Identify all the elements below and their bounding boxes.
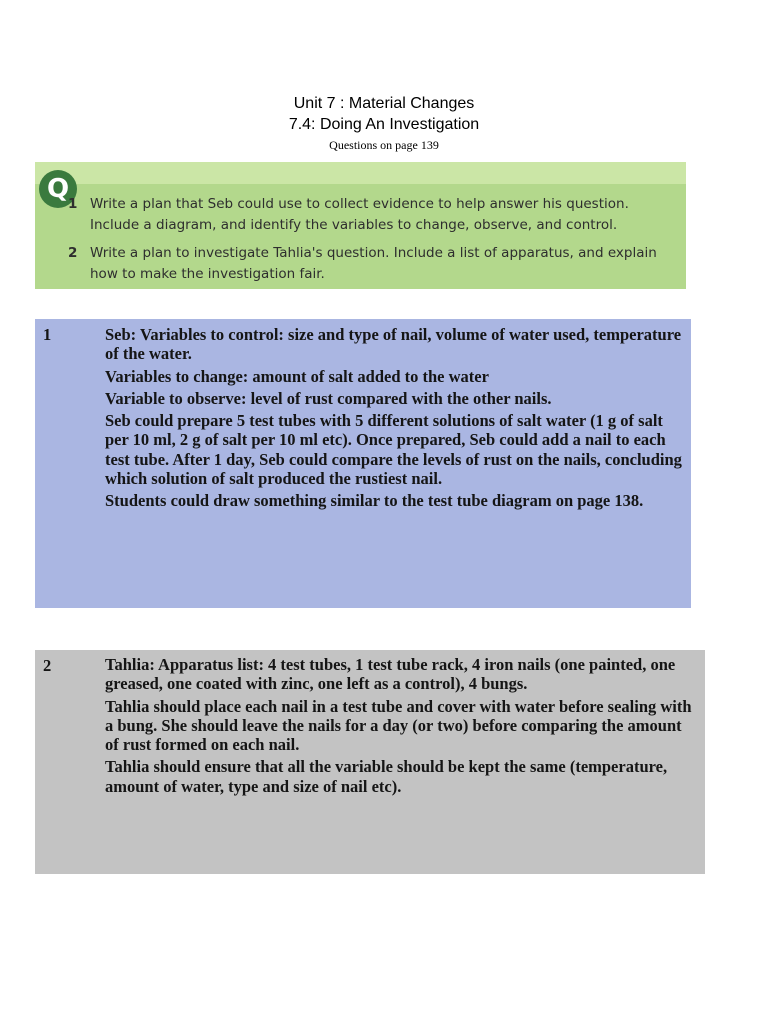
answer-block-1: [35, 319, 691, 608]
answer-paragraph: Seb: Variables to control: size and type of nail, volume of water used, temperature of the water.: [105, 325, 682, 364]
answer-paragraph: Tahlia should ensure that all the variable should be kept the same (temperature, amount of water, type and size of nail etc).: [105, 757, 668, 796]
answer-paragraph: Students could draw something similar to the test tube diagram on page 138.: [105, 491, 644, 511]
question-text: Write a plan to investigate Tahlia's question. Include a list of apparatus, and explain how to make the investigation fair.: [90, 245, 657, 282]
page-reference: Questions on page 139: [329, 138, 439, 152]
question-item: [68, 243, 673, 285]
answer-block-2: [35, 650, 705, 874]
questions-box: [35, 162, 686, 289]
lesson-title: 7.4: Doing An Investigation: [288, 116, 480, 133]
page-header: [0, 93, 768, 153]
question-badge-icon: Q: [39, 170, 77, 208]
question-item: [68, 194, 673, 236]
answer-paragraph: Seb could prepare 5 test tubes with 5 different solutions of salt water (1 g of salt per 10 ml, 2 g of salt per 10 ml etc). Once prepared, Seb could add a nail to each test tube. After 1 day, Seb could compare the levels of rust on the nails, concluding which solution of salt produced the rustiest nail.: [105, 411, 682, 489]
question-number: 2: [68, 245, 78, 261]
answer-paragraph: Tahlia should place each nail in a test tube and cover with water before sealing with a bung. She should leave the nails for a day (or two) before comparing the amount of rust formed on each nail.: [105, 696, 692, 755]
question-text: Write a plan that Seb could use to collect evidence to help answer his question. Include a diagram, and identify the variables to change, observe, and control.: [90, 196, 629, 233]
answer-body: [105, 655, 697, 796]
answer-number: 2: [43, 656, 52, 675]
answer-paragraph: Variables to change: amount of salt added to the water: [105, 366, 489, 386]
questions-box-top-band: [35, 162, 686, 184]
answer-paragraph: Variable to observe: level of rust compared with the other nails.: [105, 388, 552, 408]
answer-body: [105, 325, 683, 511]
answer-paragraph: Tahlia: Apparatus list: 4 test tubes, 1 test tube rack, 4 iron nails (one painted, one greased, one coated with zinc, one left as a control), 4 bungs.: [105, 655, 676, 694]
unit-title: Unit 7 : Material Changes: [293, 95, 475, 112]
answer-number: 1: [43, 325, 52, 344]
question-number: 1: [68, 196, 78, 212]
